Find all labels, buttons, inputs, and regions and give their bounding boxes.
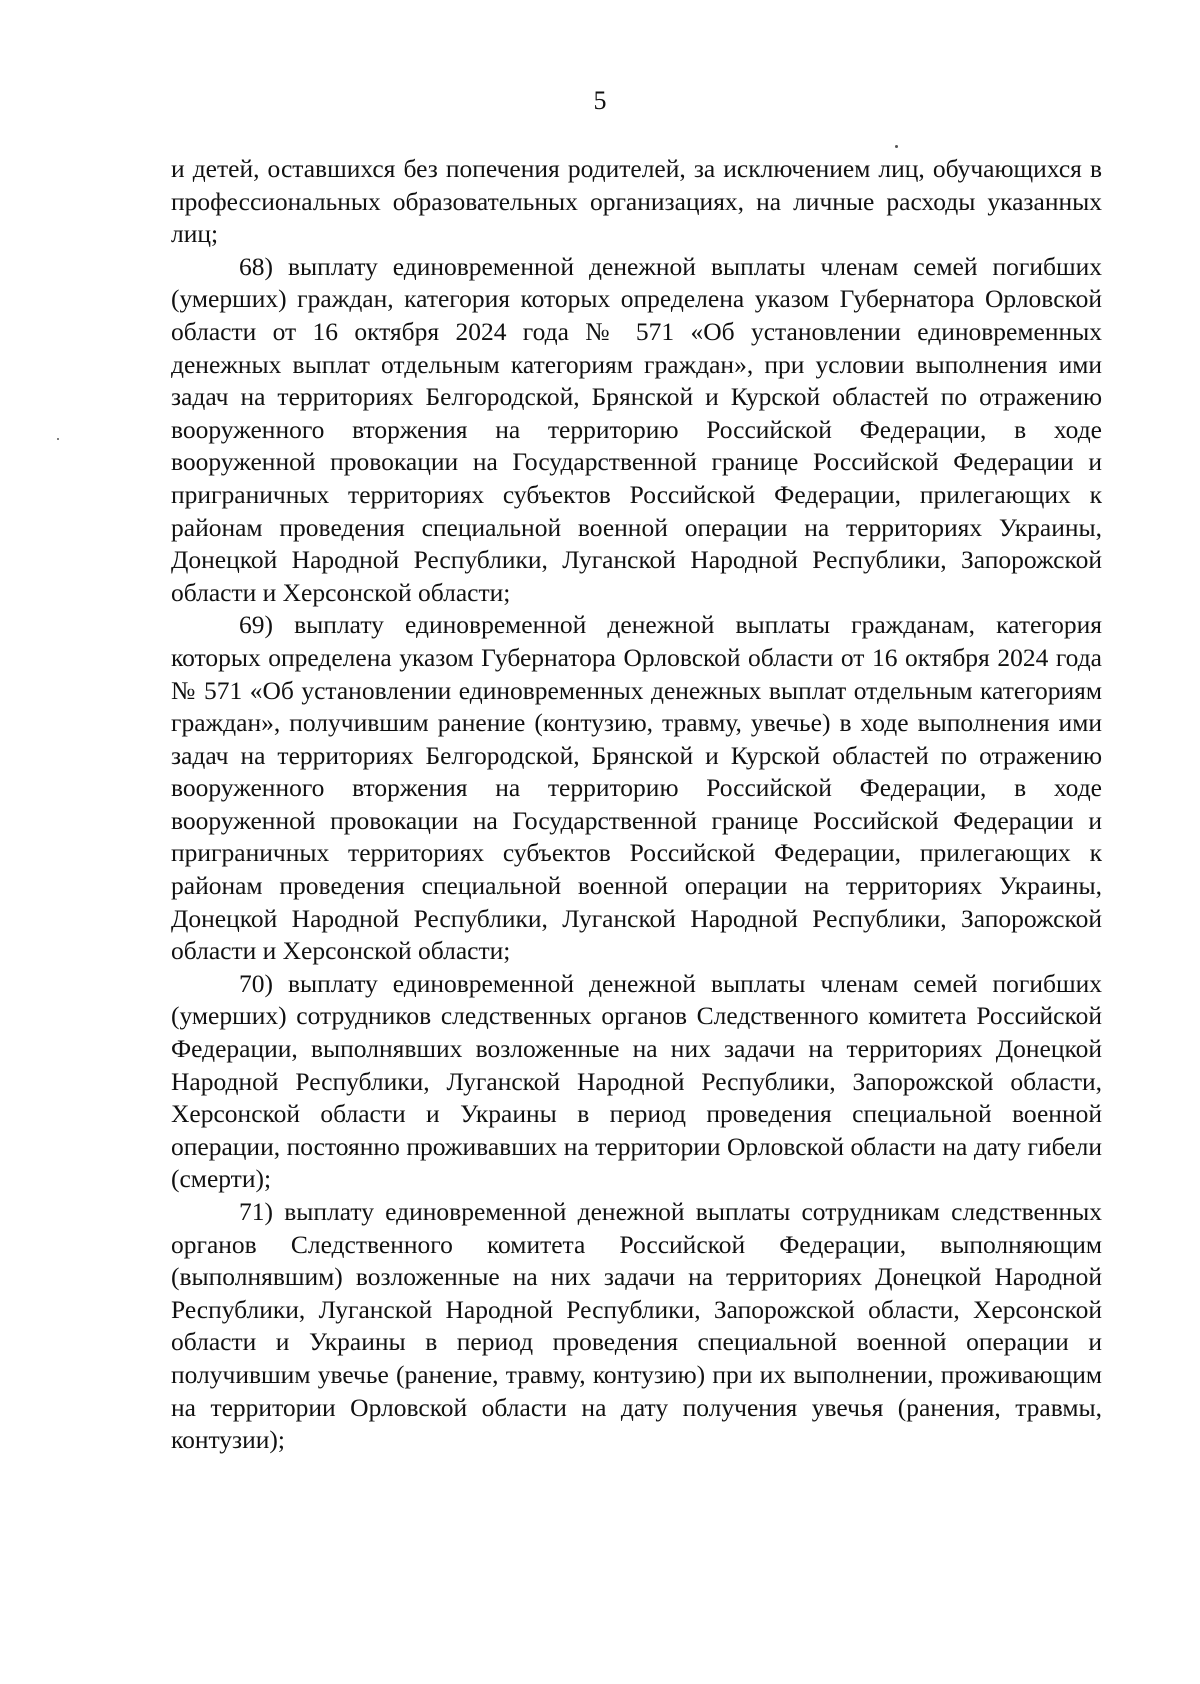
paragraph-item-70: 70) выплату единовременной денежной выплаты членам семей погибших (умерших) сотрудников следственных органов Следственного комитета Российской Федерации, выполнявших возложенные на них задачи на территориях Донецкой Народной Республики, Луганской Народной Республики, Запорожской области, Херсонской области и Украины в период проведения специальной военной операции, постоянно проживавших на территории Орловской области на дату гибели (смерти); [171,968,1102,1194]
paragraph-continuation: и детей, оставшихся без попечения родителей, за исключением лиц, обучающихся в профессиональных образовательных организациях, на личные расходы указанных лиц; [171,154,1102,249]
paragraph-item-68: 68) выплату единовременной денежной выплаты членам семей погибших (умерших) граждан, категория которых определена указом Губернатора Орловской области от 16 октября 2024 года № 571 «Об установлении единовременных денежных выплат отдельным категориям граждан», при условии выполнения ими задач на территориях Белгородской, Брянской и Курской областей по отражению вооруженного вторжения на территорию Российской Федерации, в ходе вооруженной провокации на Государственной границе Российской Федерации и приграничных территориях субъектов Российской Федерации, прилегающих к районам проведения специальной военной операции на территориях Украины, Донецкой Народной Республики, Луганской Народной Республики, Запорожской области и Херсонской области; [171,251,1102,607]
scan-speck [57,438,59,440]
page-number: 5 [593,86,607,115]
paragraph-item-71: 71) выплату единовременной денежной выплаты сотрудникам следственных органов Следственного комитета Российской Федерации, выполняющим (выполнявшим) возложенные на них задачи на территориях Донецкой Народной Республики, Луганской Народной Республики, Запорожской области, Херсонской области и Украины в период проведения специальной военной операции и получившим увечье (ранение, травму, контузию) при их выполнении, проживающим на территории Орловской области на дату получения увечья (ранения, травмы, контузии); [171,1197,1102,1455]
paragraph-item-69: 69) выплату единовременной денежной выплаты гражданам, категория которых определена указом Губернатора Орловской области от 16 октября 2024 года № 571 «Об установлении единовременных денежных выплат отдельным категориям граждан», получившим ранение (контузию, травму, увечье) в ходе выполнения ими задач на территориях Белгородской, Брянской и Курской областей по отражению вооруженного вторжения на территорию Российской Федерации, в ходе вооруженной провокации на Государственной границе Российской Федерации и приграничных территориях субъектов Российской Федерации, прилегающих к районам проведения специальной военной операции на территориях Украины, Донецкой Народной Республики, Луганской Народной Республики, Запорожской области и Херсонской области; [171,610,1102,966]
scan-speck [895,145,898,148]
document-body [171,153,1102,1457]
